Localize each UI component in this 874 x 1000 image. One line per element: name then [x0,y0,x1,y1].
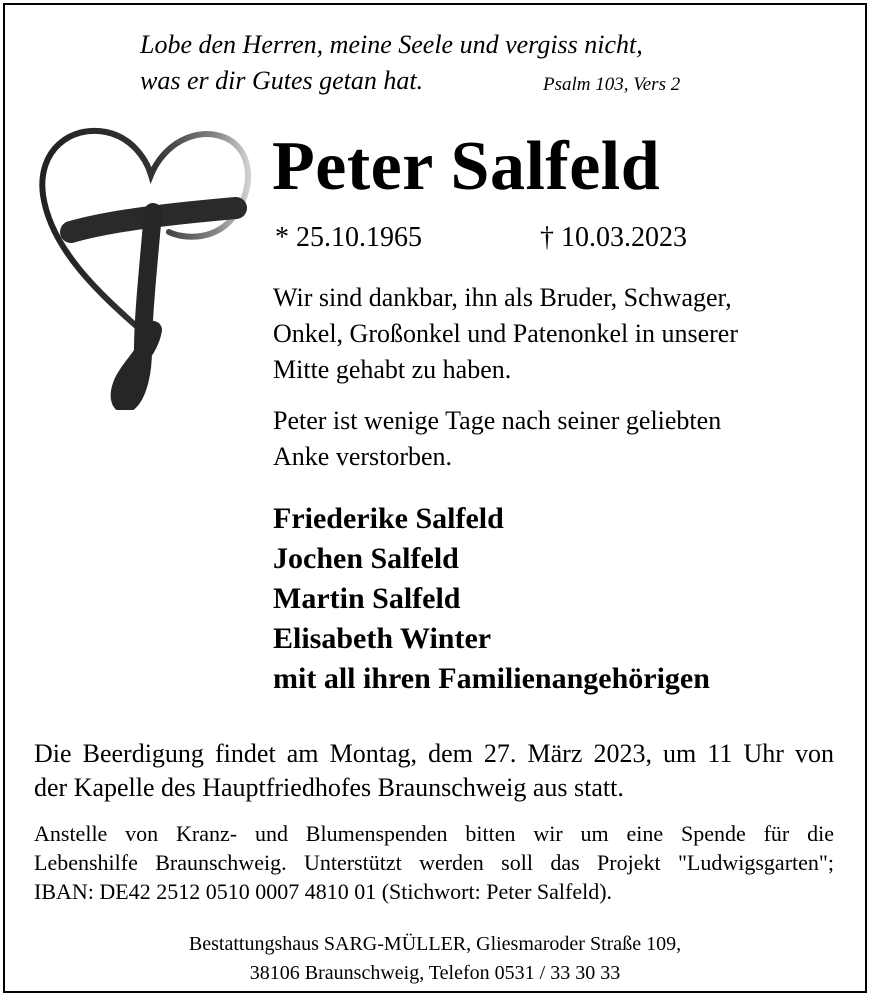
life-dates [275,220,687,256]
donation-line: IBAN: DE42 2512 0510 0007 4810 01 (Stichwort: Peter Salfeld). [34,879,613,904]
obituary-notice [3,3,867,993]
paragraph-line: Wir sind dankbar, ihn als Bruder, Schwager, [273,283,732,312]
paragraph-line: Anke verstorben. [273,442,453,471]
birth-date: * 25.10.1965 [275,222,422,253]
mourner-name: Friederike Salfeld [273,502,504,535]
donation-line: Anstelle von Kranz- und Blumenspenden bitten wir um eine Spende für die [34,821,834,846]
donation-line: Lebenshilfe Braunschweig. Unterstützt werden soll das Projekt "Ludwigsgarten"; [34,850,834,875]
funeral-line: Die Beerdigung findet am Montag, dem 27. März 2023, um 11 Uhr von [34,739,834,768]
heart-cross-icon [31,120,261,410]
quote-reference: Psalm 103, Vers 2 [543,74,681,95]
donation-notice [34,819,834,906]
mourner-name: Jochen Salfeld [273,542,459,575]
mourner-name: Martin Salfeld [273,582,461,615]
mourners-list [273,499,710,699]
funeral-notice [34,737,834,805]
funeral-line: der Kapelle des Hauptfriedhofes Braunschweig aus statt. [34,773,624,802]
undertaker-line-1: Bestattungshaus SARG-MÜLLER, Gliesmaroder Straße 109, [188,933,682,955]
paragraph-line: Onkel, Großonkel und Patenonkel in unserer [273,319,739,348]
quote-line-2: was er dir Gutes getan hat. [140,66,424,95]
quote-line-1: Lobe den Herren, meine Seele und vergiss nicht, [140,30,643,59]
undertaker-info [5,930,865,988]
mourner-name: Elisabeth Winter [273,622,492,655]
death-date: † 10.03.2023 [540,222,687,253]
paragraph-line: Mitte gehabt zu haben. [273,355,512,384]
deceased-name: Peter Salfeld [272,128,661,205]
paragraph-line: Peter ist wenige Tage nach seiner geliebten [273,406,722,435]
gratitude-paragraph [273,280,833,388]
undertaker-line-2: 38106 Braunschweig, Telefon 0531 / 33 30 33 [249,962,621,984]
mourner-name: mit all ihren Familienangehörigen [273,662,710,695]
bible-quote [140,27,740,99]
remembrance-paragraph [273,403,833,475]
